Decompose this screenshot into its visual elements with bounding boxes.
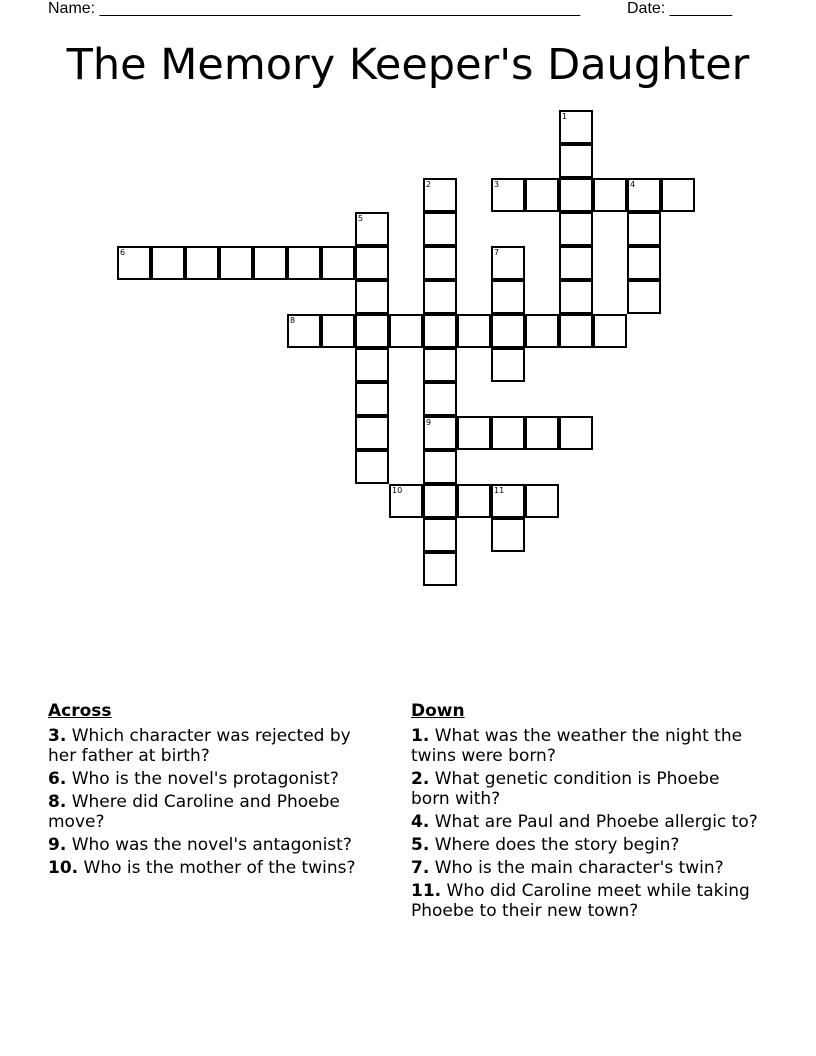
across-clues <box>48 701 383 881</box>
clue-text: Where did Caroline and Phoebe move? <box>48 792 340 832</box>
down-clue <box>411 812 761 832</box>
crossword-cell[interactable] <box>627 212 661 246</box>
crossword-cell[interactable] <box>457 416 491 450</box>
down-clue <box>411 881 761 921</box>
crossword-cell[interactable] <box>355 416 389 450</box>
clue-text: What was the weather the night the twins were born? <box>411 726 743 766</box>
down-heading: Down <box>411 701 465 721</box>
crossword-cell[interactable] <box>423 314 457 348</box>
crossword-cell[interactable] <box>423 552 457 586</box>
crossword-cell[interactable] <box>627 280 661 314</box>
clue-text: Who is the main character's twin? <box>434 858 724 878</box>
down-clue <box>411 858 761 878</box>
down-clue <box>411 726 761 766</box>
across-clue <box>48 769 383 789</box>
crossword-cell[interactable] <box>627 246 661 280</box>
crossword-cell[interactable] <box>355 246 389 280</box>
crossword-cell[interactable] <box>287 314 321 348</box>
cell-number: 11 <box>494 486 505 495</box>
down-clues <box>411 701 761 924</box>
crossword-cell[interactable] <box>355 450 389 484</box>
crossword-cell[interactable] <box>627 178 661 212</box>
clue-number: 7. <box>411 858 430 878</box>
crossword-cell[interactable] <box>355 280 389 314</box>
clue-number: 1. <box>411 726 430 746</box>
crossword-cell[interactable] <box>559 144 593 178</box>
crossword-cell[interactable] <box>423 246 457 280</box>
crossword-cell[interactable] <box>423 348 457 382</box>
crossword-cell[interactable] <box>389 484 423 518</box>
crossword-cell[interactable] <box>355 212 389 246</box>
cell-number: 8 <box>290 316 296 325</box>
cell-number: 1 <box>562 112 568 121</box>
crossword-cell[interactable] <box>491 246 525 280</box>
clue-text: What are Paul and Phoebe allergic to? <box>434 812 758 832</box>
clue-text: Who is the novel's protagonist? <box>71 769 339 789</box>
crossword-cell[interactable] <box>491 314 525 348</box>
down-clue <box>411 835 761 855</box>
crossword-cell[interactable] <box>423 450 457 484</box>
crossword-cell[interactable] <box>525 484 559 518</box>
clue-text: Who is the mother of the twins? <box>83 858 356 878</box>
crossword-cell[interactable] <box>287 246 321 280</box>
crossword-cell[interactable] <box>559 246 593 280</box>
crossword-cell[interactable] <box>321 246 355 280</box>
clue-number: 8. <box>48 792 67 812</box>
crossword-cell[interactable] <box>559 280 593 314</box>
across-heading: Across <box>48 701 112 721</box>
crossword-cell[interactable] <box>423 212 457 246</box>
crossword-cell[interactable] <box>559 416 593 450</box>
crossword-cell[interactable] <box>491 348 525 382</box>
crossword-cell[interactable] <box>491 484 525 518</box>
crossword-cell[interactable] <box>423 178 457 212</box>
cell-number: 5 <box>358 214 364 223</box>
crossword-cell[interactable] <box>661 178 695 212</box>
across-clue <box>48 726 383 766</box>
crossword-cell[interactable] <box>491 416 525 450</box>
crossword-cell[interactable] <box>491 178 525 212</box>
cell-number: 6 <box>120 248 126 257</box>
clue-text: Which character was rejected by her father at birth? <box>48 726 351 766</box>
cell-number: 2 <box>426 180 432 189</box>
clue-number: 4. <box>411 812 430 832</box>
clue-number: 6. <box>48 769 67 789</box>
crossword-cell[interactable] <box>559 212 593 246</box>
clue-number: 3. <box>48 726 67 746</box>
clue-text: Who was the novel's antagonist? <box>71 835 352 855</box>
crossword-cell[interactable] <box>491 518 525 552</box>
cell-number: 9 <box>426 418 432 427</box>
crossword-cell[interactable] <box>151 246 185 280</box>
crossword-cell[interactable] <box>423 484 457 518</box>
clue-text: What genetic condition is Phoebe born with? <box>411 769 720 809</box>
crossword-cell[interactable] <box>355 314 389 348</box>
crossword-cell[interactable] <box>559 314 593 348</box>
cell-number: 3 <box>494 180 500 189</box>
crossword-cell[interactable] <box>525 178 559 212</box>
cell-number: 10 <box>392 486 403 495</box>
crossword-cell[interactable] <box>491 280 525 314</box>
crossword-cell[interactable] <box>423 518 457 552</box>
crossword-cell[interactable] <box>525 416 559 450</box>
page-title: The Memory Keeper's Daughter <box>66 40 750 90</box>
crossword-cell[interactable] <box>457 314 491 348</box>
crossword-cell[interactable] <box>593 178 627 212</box>
clue-number: 11. <box>411 881 442 901</box>
crossword-cell[interactable] <box>185 246 219 280</box>
clue-number: 5. <box>411 835 430 855</box>
cell-number: 7 <box>494 248 500 257</box>
down-clue <box>411 769 761 809</box>
clue-number: 2. <box>411 769 430 789</box>
crossword-cell[interactable] <box>559 110 593 144</box>
across-clue <box>48 835 383 855</box>
crossword-cell[interactable] <box>593 314 627 348</box>
clue-number: 10. <box>48 858 79 878</box>
clue-number: 9. <box>48 835 67 855</box>
crossword-cell[interactable] <box>253 246 287 280</box>
crossword-cell[interactable] <box>559 178 593 212</box>
across-clue <box>48 858 383 878</box>
crossword-cell[interactable] <box>525 314 559 348</box>
crossword-cell[interactable] <box>321 314 355 348</box>
clue-text: Where does the story begin? <box>434 835 680 855</box>
date-line[interactable]: Date: _______ <box>627 0 732 17</box>
crossword-cell[interactable] <box>355 348 389 382</box>
crossword-cell[interactable] <box>389 314 423 348</box>
crossword-cell[interactable] <box>423 416 457 450</box>
name-line[interactable]: Name: ______________________________________________________ <box>48 0 581 17</box>
crossword-cell[interactable] <box>355 382 389 416</box>
crossword-cell[interactable] <box>423 382 457 416</box>
crossword-cell[interactable] <box>423 280 457 314</box>
crossword-cell[interactable] <box>457 484 491 518</box>
crossword-cell[interactable] <box>117 246 151 280</box>
across-clue <box>48 792 383 832</box>
cell-number: 4 <box>630 180 636 189</box>
clue-text: Who did Caroline meet while taking Phoebe to their new town? <box>411 881 750 921</box>
crossword-cell[interactable] <box>219 246 253 280</box>
